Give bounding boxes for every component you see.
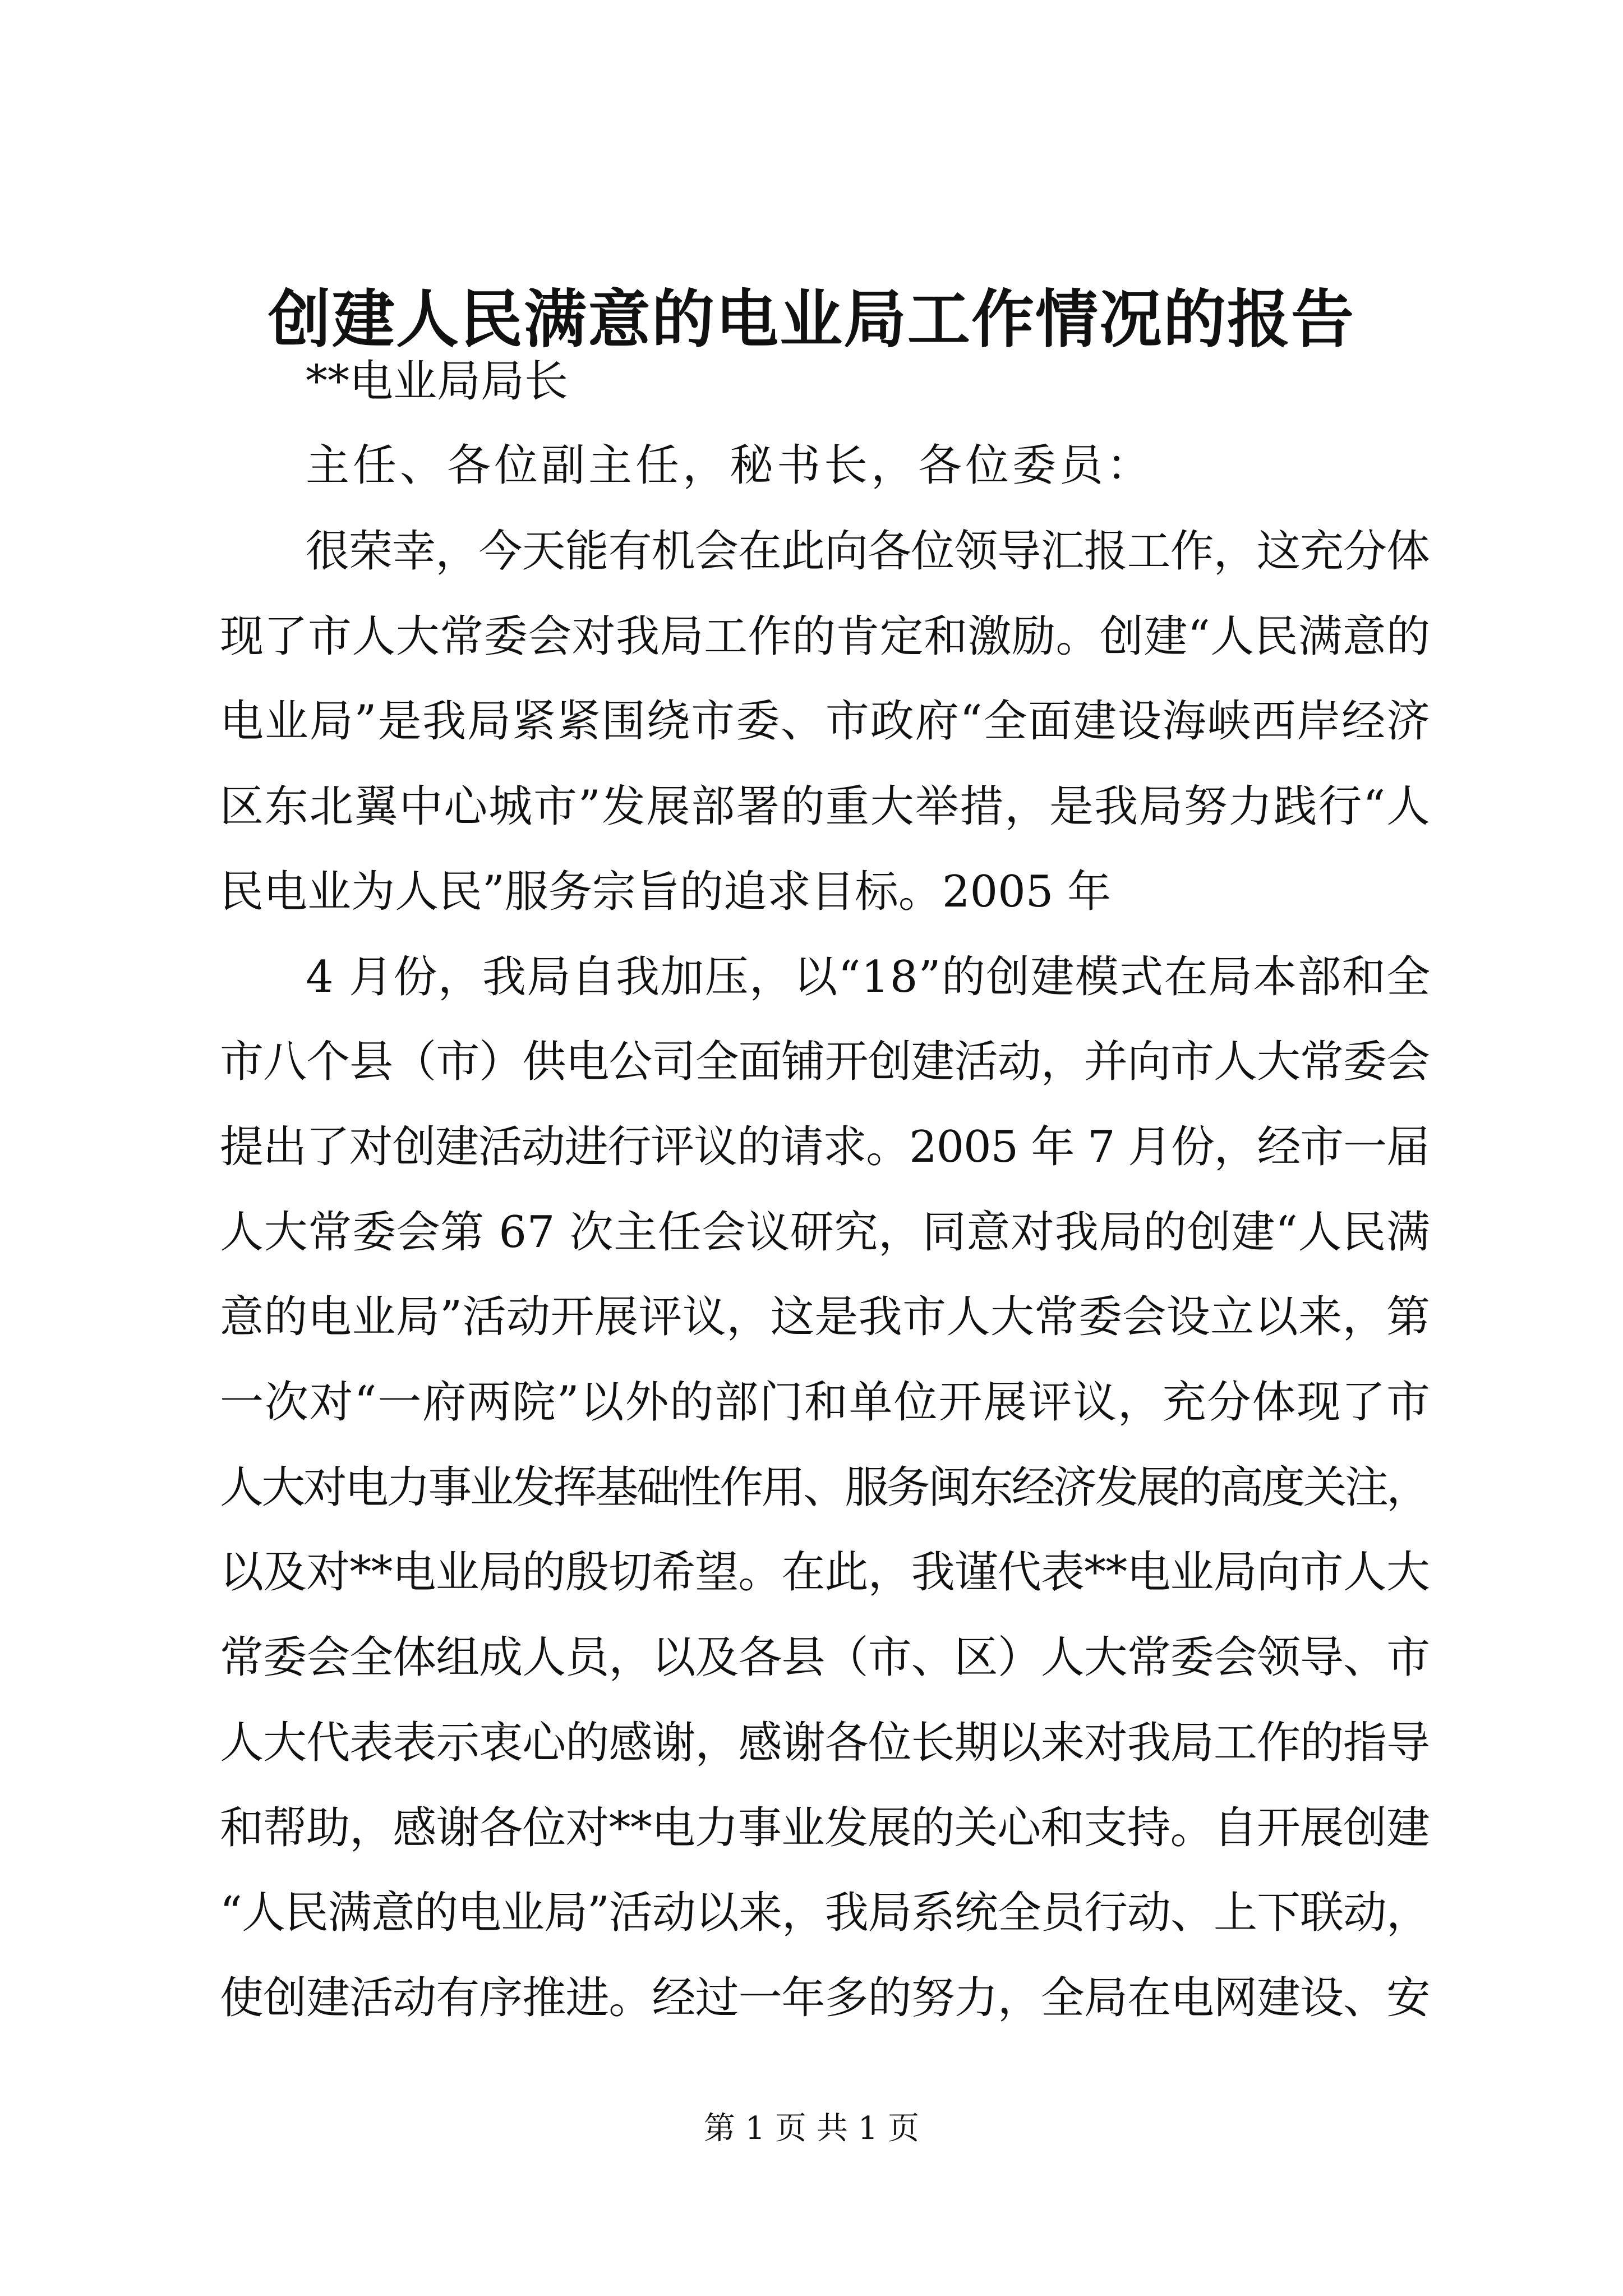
body-line: 以及对**电业局的殷切希望。在此，我谨代表**电业局向市人大 [220,1547,1430,1598]
body-line: “人民满意的电业局”活动以来，我局系统全员行动、上下联动， [220,1888,1430,1938]
body-line: 民电业为人民”服务宗旨的追求目标。2005 年 [220,867,1112,917]
body-line: 很荣幸，今天能有机会在此向各位领导汇报工作，这充分体 [306,526,1430,577]
body-line: 常委会全体组成人员，以及各县（市、区）人大常委会领导、市 [220,1632,1430,1683]
body-line: 人大对电力事业发挥基础性作用、服务闽东经济发展的高度关注， [220,1462,1428,1513]
body-line: 一次对“一府两院”以外的部门和单位开展评议，充分体现了市 [220,1377,1431,1428]
body-line: 区东北翼中心城市”发展部署的重大举措，是我局努力践行“人 [220,781,1431,832]
document-title: 创建人民满意的电业局工作情况的报告 [268,283,1355,356]
body-line: 意的电业局”活动开展评议，这是我市人大常委会设立以来，第 [220,1292,1431,1342]
page-footer: 第 1 页 共 1 页 [703,2110,920,2147]
author-line: **电业局局长 [306,356,569,407]
body-line: 电业局”是我局紧紧围绕市委、市政府“全面建设海峡西岸经济 [220,696,1431,747]
body-line: 使创建活动有序推进。经过一年多的努力，全局在电网建设、安 [220,1973,1430,2023]
body-line: 人大代表表示衷心的感谢，感谢各位长期以来对我局工作的指导 [220,1718,1430,1768]
salutation-line: 主任、各位副主任，秘书长，各位委员： [306,440,1154,491]
body-line: 人大常委会第 67 次主任会议研究，同意对我局的创建“人民满 [220,1207,1431,1258]
body-line: 4 月份，我局自我加压，以“18”的创建模式在局本部和全 [306,952,1431,1002]
body-line: 现了市人大常委会对我局工作的肯定和激励。创建“人民满意的 [220,611,1431,662]
body-line: 提出了对创建活动进行评议的请求。2005 年 7 月份，经市一届 [220,1122,1430,1172]
body-line: 市八个县（市）供电公司全面铺开创建活动，并向市人大常委会 [220,1037,1430,1087]
body-line: 和帮助，感谢各位对**电力事业发展的关心和支持。自开展创建 [220,1803,1430,1853]
